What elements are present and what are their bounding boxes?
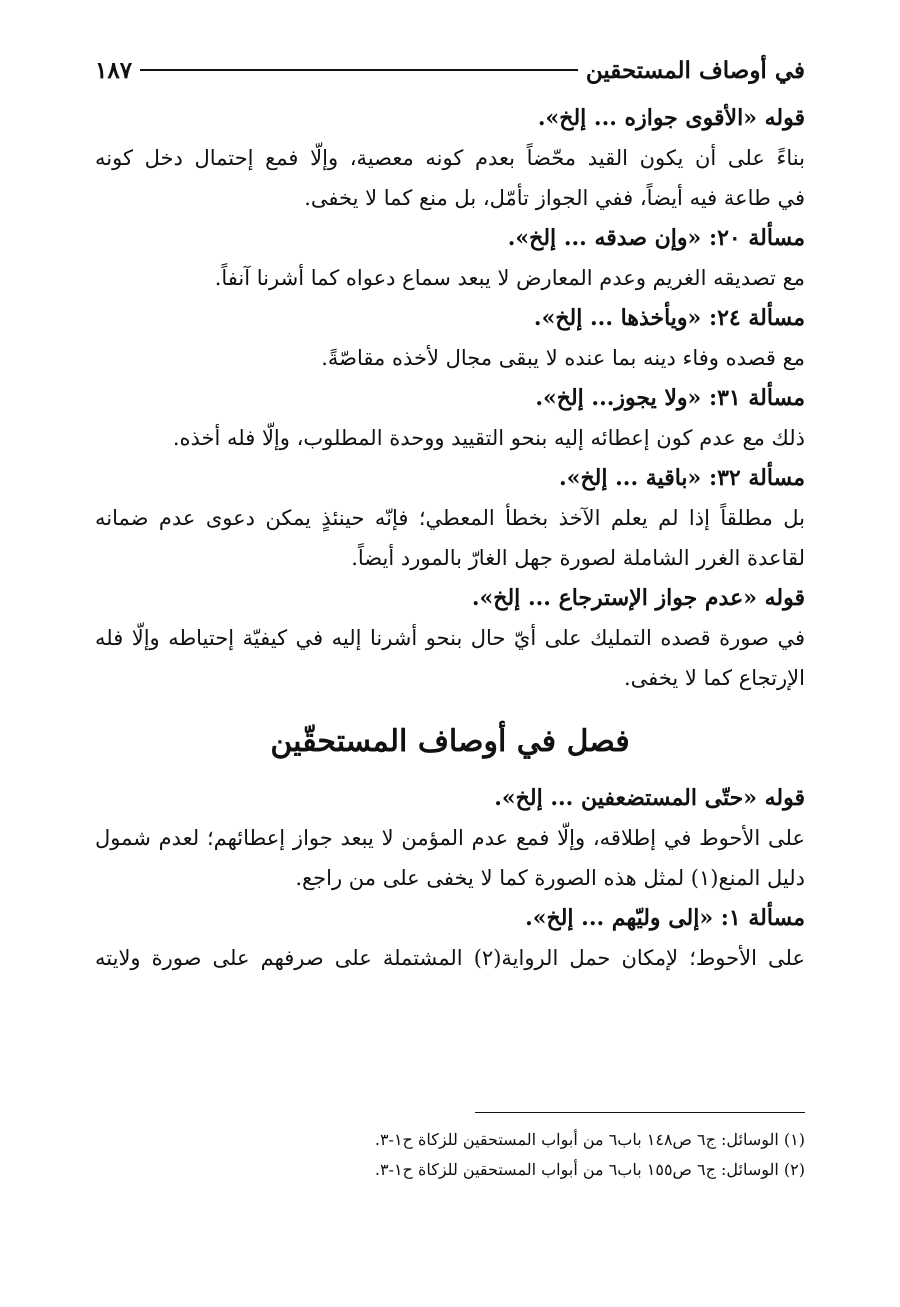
section-title: فصل في أوصاف المستحقّين bbox=[270, 724, 630, 759]
paragraph-line: لقاعدة الغرر الشاملة لصورة جهل الغارّ بالمورد أيضاً. bbox=[351, 546, 805, 570]
paragraph-line: مع تصديقه الغريم وعدم المعارض لا يبعد سماع دعواه كما أشرنا آنفاً. bbox=[214, 266, 805, 290]
footnote-2: (٢) الوسائل: ج٦ ص١٥٥ باب٦ من أبواب المستحقين للزكاة ح١-٣. bbox=[374, 1160, 805, 1179]
header-rule bbox=[140, 69, 578, 71]
body-text bbox=[95, 98, 805, 978]
paragraph-line: دليل المنع(١) لمثل هذه الصورة كما لا يخفى على من راجع. bbox=[295, 866, 805, 890]
paragraph-line: بناءً على أن يكون القيد محّضاً بعدم كونه معصية، وإلّا فمع إحتمال دخل كونه bbox=[95, 146, 805, 170]
heading-qawluh-mustadafin: قوله «حتّى المستضعفين ... إلخ». bbox=[494, 785, 805, 811]
paragraph-line: على الأحوط في إطلاقه، وإلّا فمع عدم المؤمن لا يبعد جواز إعطائهم؛ لعدم شمول bbox=[95, 826, 805, 850]
paragraph-line: على الأحوط؛ لإمكان حمل الرواية(٢) المشتملة على صرفهم على صورة ولايته bbox=[95, 946, 805, 970]
paragraph-line: في طاعة فيه أيضاً، ففي الجواز تأمّل، بل منع كما لا يخفى. bbox=[304, 186, 805, 210]
paragraph-line: الإرتجاع كما لا يخفى. bbox=[623, 666, 805, 690]
footnotes bbox=[95, 1125, 805, 1185]
page-number: ١٨٧ bbox=[95, 56, 133, 84]
running-title: في أوصاف المستحقين bbox=[585, 56, 805, 84]
heading-masala-31: مسألة ٣١: «ولا يجوز... إلخ». bbox=[535, 385, 805, 411]
page-header bbox=[95, 50, 805, 90]
heading-masala-20: مسألة ٢٠: «وإن صدقه ... إلخ». bbox=[507, 225, 805, 251]
paragraph-line: ذلك مع عدم كون إعطائه إليه بنحو التقييد ووحدة المطلوب، وإلّا فله أخذه. bbox=[172, 426, 805, 450]
heading-qawluh-istirja: قوله «عدم جواز الإسترجاع ... إلخ». bbox=[471, 585, 805, 611]
paragraph-line: في صورة قصده التمليك على أيّ حال بنحو أشرنا إليه في كيفيّة إحتياطه وإلّا فله bbox=[95, 626, 805, 650]
paragraph-line: مع قصده وفاء دينه بما عنده لا يبقى مجال لأخذه مقاصّةً. bbox=[321, 346, 805, 370]
heading-masala-1: مسألة ١: «إلى وليّهم ... إلخ». bbox=[525, 905, 805, 931]
footnote-divider bbox=[475, 1112, 805, 1113]
paragraph-line: بل مطلقاً إذا لم يعلم الآخذ بخطأ المعطي؛ فإنّه حينئذٍ يمكن دعوى عدم ضمانه bbox=[95, 506, 805, 530]
heading-masala-24: مسألة ٢٤: «ويأخذها ... إلخ». bbox=[533, 305, 805, 331]
heading-masala-32: مسألة ٣٢: «باقية ... إلخ». bbox=[559, 465, 805, 491]
heading-qawluh-aqwa: قوله «الأقوى جوازه ... إلخ». bbox=[537, 105, 805, 131]
footnote-1: (١) الوسائل: ج٦ ص١٤٨ باب٦ من أبواب المستحقين للزكاة ح١-٣. bbox=[374, 1130, 805, 1149]
